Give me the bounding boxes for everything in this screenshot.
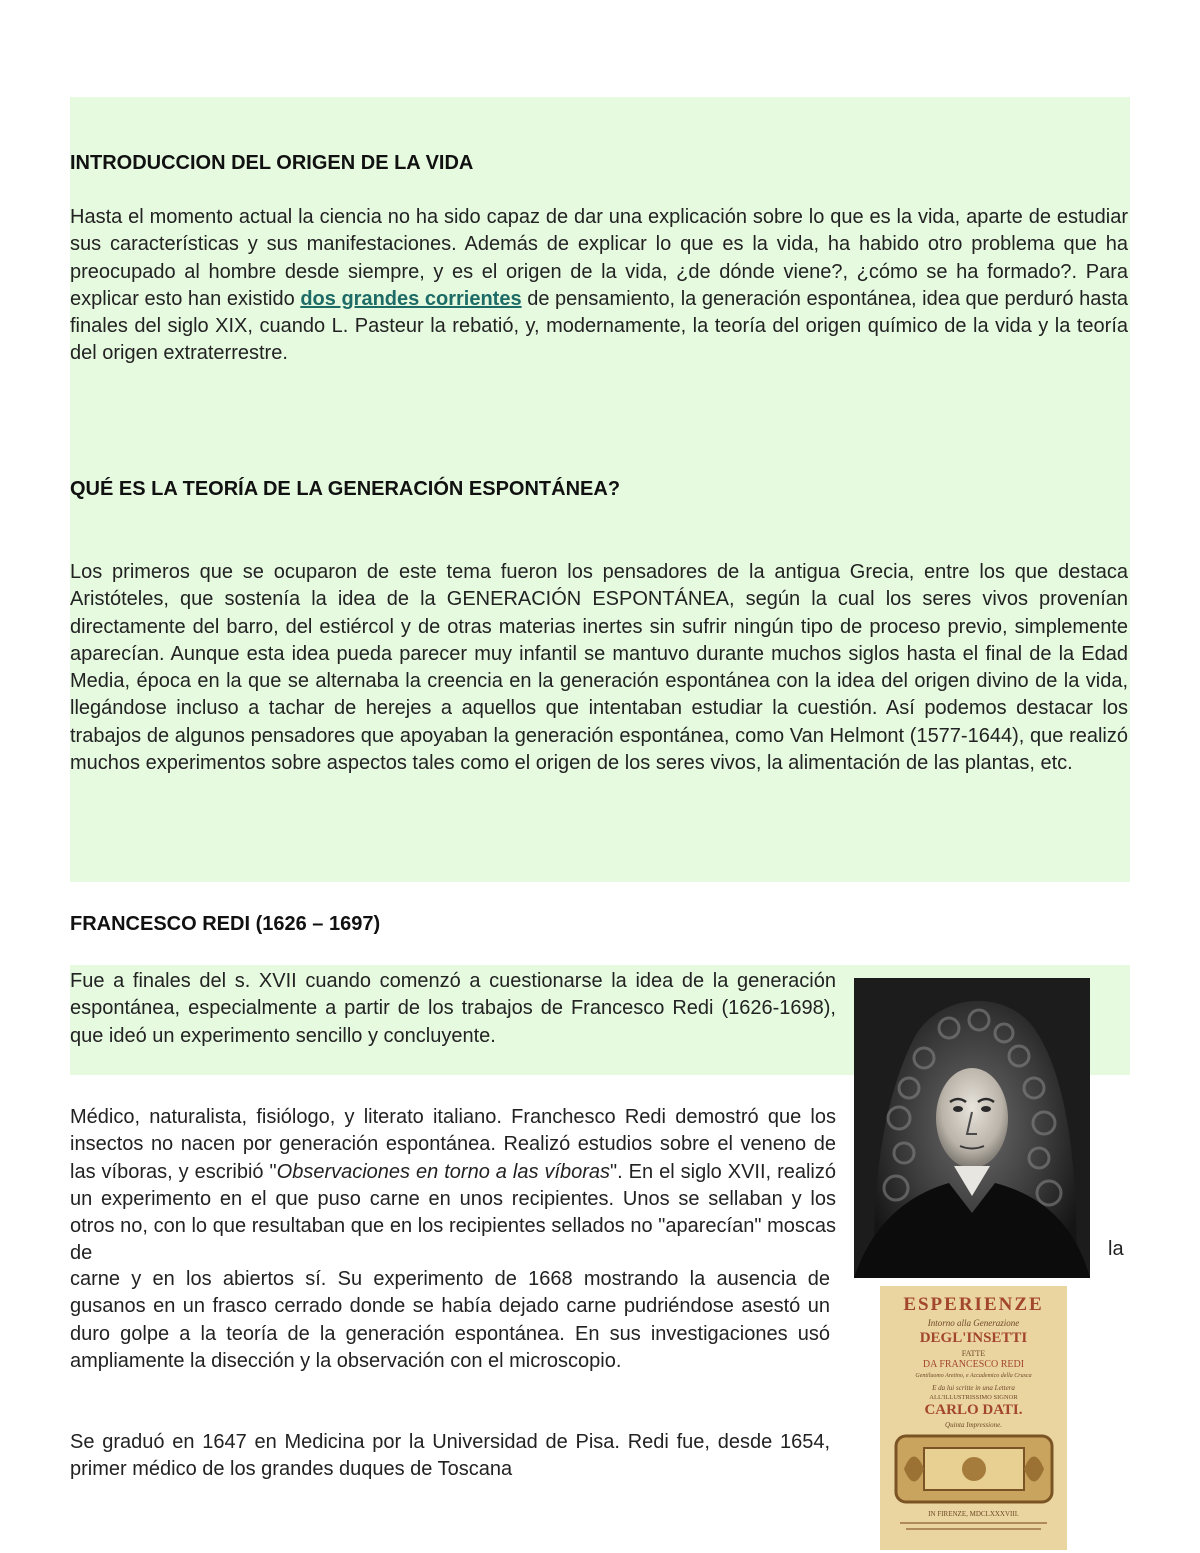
francesco-redi-portrait-image [854,978,1090,1278]
heading-francesco-redi: FRANCESCO REDI (1626 – 1697) [70,913,381,935]
heading-generacion-espontanea: QUÉ ES LA TEORÍA DE LA GENERACIÓN ESPONTÁNEA? [70,478,621,500]
cover-ornament-graphic [894,1434,1054,1504]
cover-imprint: IN FIRENZE, MDCLXXXVIII. [928,1510,1019,1518]
heading-introduccion: INTRODUCCION DEL ORIGEN DE LA VIDA [70,152,474,174]
cover-impressione: Quinta Impressione. [945,1421,1002,1429]
intro-text-end: de pensamiento, la generación espontánea, idea que perduró hasta finales del siglo XIX, cuando L. Pasteur la rebatió, y, modernamente, la teoría del origen químico de la vida y la teoría del origen extraterrestre. [70,287,1128,365]
redi-bio-text-a: Médico, naturalista, fisiólogo, y literato italiano. Franchesco Redi demostró que los insectos no nacen por generación espontánea. Realizó estudios sobre el veneno de las víboras, y escribió " [70,1106,836,1183]
cover-title-esperienze: ESPERIENZE [903,1294,1044,1315]
paragraph-redi-graduacion: Se graduó en 1647 en Medicina por la Universidad de Pisa. Redi fue, desde 1654, primer médico de los grandes duques de Toscana [70,1431,830,1481]
cover-imprint-line-2 [906,1528,1041,1530]
paragraph-redi-biografia-cont: carne y en los abiertos sí. Su experimento de 1668 mostrando la ausencia de gusanos en un frasco cerrado donde se había dejado carne pudriéndose asestó un duro golpe a la teoría de la generación espontánea. En sus investigaciones usó ampliamente la disección y la observación con el microscopio. [70,1268,830,1372]
esperienze-book-cover-image [880,1286,1067,1550]
cover-subtitle-generazione: Intorno alla Generazione [927,1318,1020,1328]
paragraph-intro [70,204,1128,368]
cover-illustrissimo: ALL'ILLUSTRISSIMO SIGNOR [929,1394,1018,1401]
cover-fatte: FATTE [961,1349,986,1358]
cover-title-insetti: DEGL'INSETTI [919,1330,1028,1346]
cover-lettera: E da lui scritte in una Lettera [932,1384,1015,1392]
redi-bio-book-title: Observaciones en torno a las víboras [276,1160,611,1183]
cover-carlo-dati: CARLO DATI. [924,1402,1023,1418]
cover-author-title: Gentiluomo Aretino, e Accademico della Crusca [915,1373,1032,1379]
intro-text-start: Hasta el momento actual la ciencia no ha sido capaz de dar una explicación sobre lo que es la vida, aparte de estudiar sus características y sus manifestaciones. Además de explicar lo que es la vida, ha habido otro problema que ha preocupado al hombre desde siempre, y es el origen de la vida, ¿de dónde viene?, ¿cómo se ha formado?. Para explicar esto han existido [70,206,1128,310]
paragraph-redi-intro: Fue a finales del s. XVII cuando comenzó a cuestionarse la idea de la generación espontánea, especialmente a partir de los trabajos de Francesco Redi (1626-1698), que ideó un experimento sencillo y concluyente. [70,970,836,1047]
cover-imprint-line-1 [900,1522,1047,1524]
paragraph-redi-biografia [70,1104,836,1268]
redi-bio-text-b: ". En el siglo XVII, realizó un experimento en el que puso carne en unos recipientes. Unos se sellaban y los otros no, con lo que resultaban que en los recipientes sellados no "aparecían" moscas de [70,1160,836,1265]
portrait-engraving-graphic [854,978,1090,1278]
redi-bio-stray-word: la [1108,1238,1124,1260]
paragraph-generacion-espontanea: Los primeros que se ocuparon de este tema fueron los pensadores de la antigua Grecia, entre los que destaca Aristóteles, que sostenía la idea de la GENERACIÓN ESPONTÁNEA, según la cual los seres vivos provenían directamente del barro, del estiércol y de otras materias inertes sin sufrir ningún tipo de proceso previo, simplemente aparecían. Aunque esta idea pueda parecer muy infantil se mantuvo durante muchos siglos hasta el final de la Edad Media, época en la que se alternaba la creencia en la generación espontánea con la idea del origen divino de la vida, llegándose incluso a tachar de herejes a aquellos que intentaban estudiar la cuestión. Así podemos destacar los trabajos de algunos pensadores que apoyaban la generación espontánea, como Van Helmont (1577-1644), que realizó muchos experimentos sobre aspectos tales como el origen de los seres vivos, la alimentación de las plantas, etc. [70,561,1128,775]
link-dos-grandes-corrientes[interactable]: dos grandes corrientes [300,287,522,310]
cover-author: DA FRANCESCO REDI [922,1359,1025,1370]
